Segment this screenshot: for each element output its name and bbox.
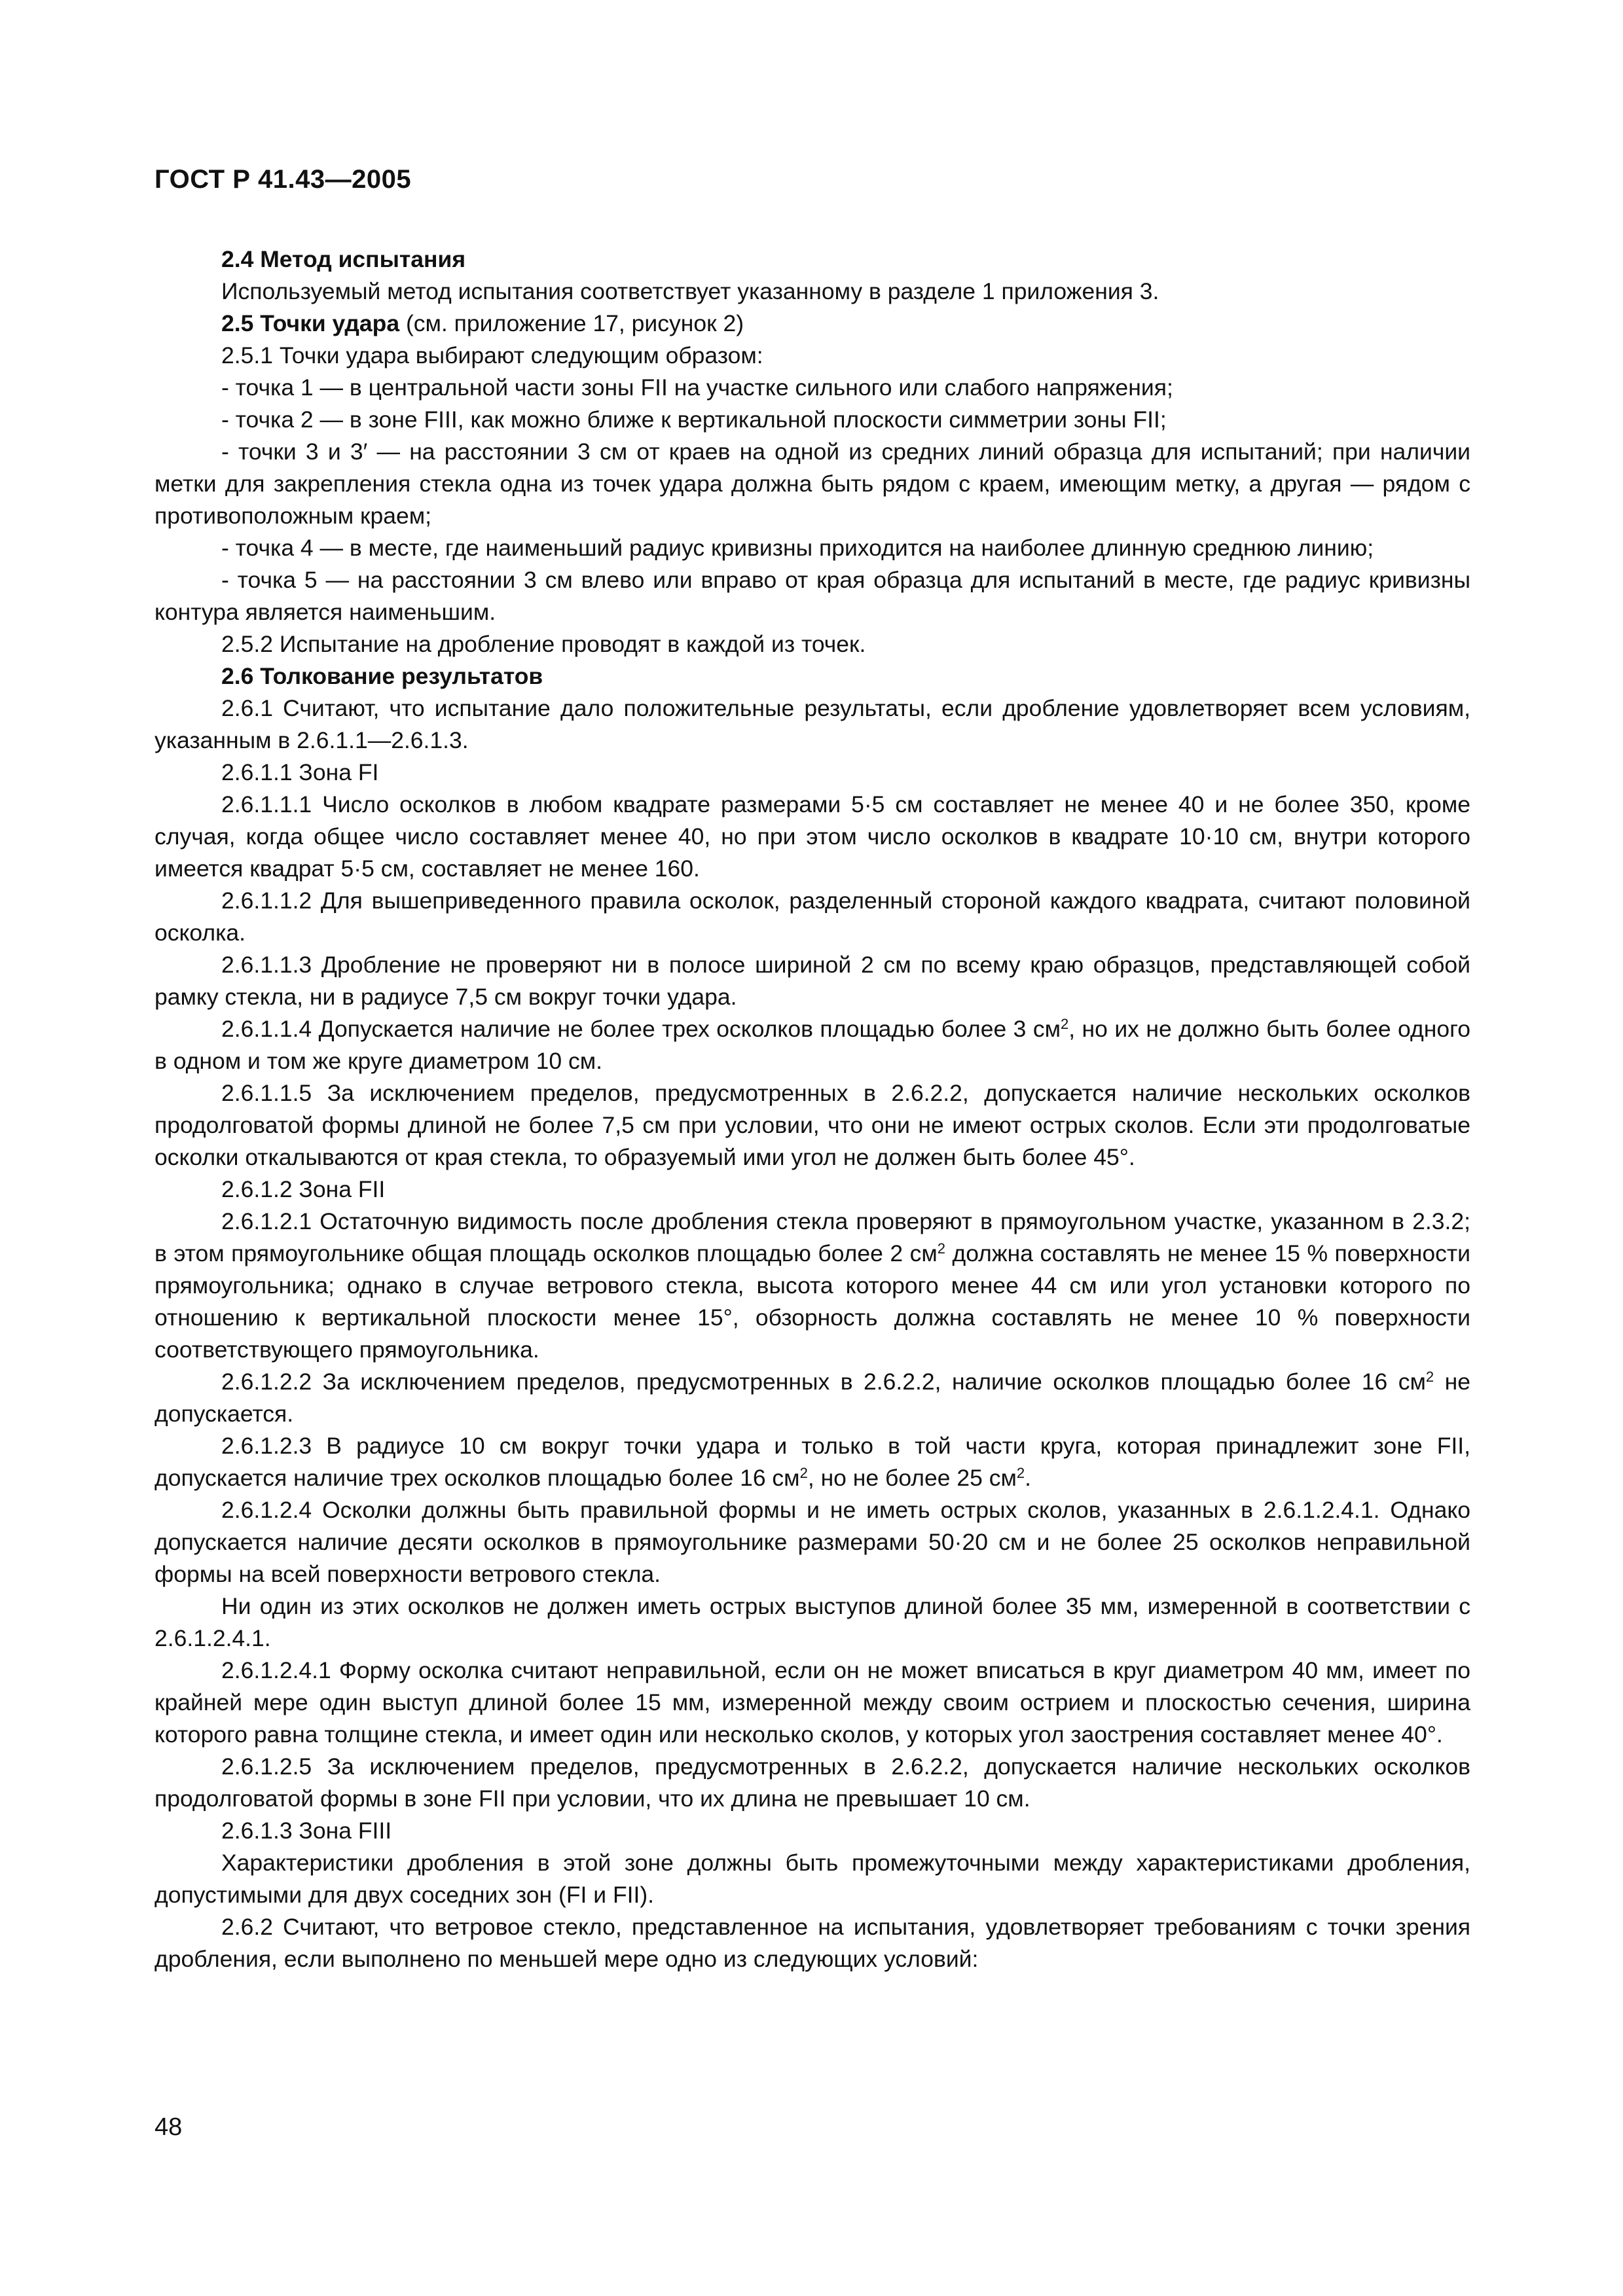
paragraph: 2.6.1.1.4 Допускается наличие не более трех осколков площадью более 3 $см^2$, но их не должно быть более одного в одном и том же круге диаметром 10 см. [155,1015,1470,1074]
list-item: - точка 5 — на расстоянии 3 см влево или вправо от края образца для испытаний в месте, где радиус кривизны контура является наименьшим. [155,567,1470,625]
paragraph: 2.6.1.1.5 За исключением пределов, предусмотренных в 2.6.2.2, допускается наличие нескольких осколков продолговатой формы длиной не более 7,5 см при условии, что они не имеют острых сколов. Если эти продолговатые осколки откалываются от края стекла, то образуемый ими угол не должен быть более 45°. [155,1080,1470,1170]
subsection-title: 2.6.1.1 Зона FI [221,759,379,785]
document-body [155,243,1470,1975]
paragraph: 2.6.1.2.5 За исключением пределов, предусмотренных в 2.6.2.2, допускается наличие нескольких осколков продолговатой формы в зоне FII при условии, что их длина не превышает 10 см. [155,1753,1470,1812]
section-heading: 2.4 Метод испытания [221,246,466,272]
subsection-title: 2.6.1.2 Зона FII [221,1176,386,1202]
paragraph: 2.6.1.2.3 В радиусе 10 см вокруг точки удара и только в той части круга, которая принадлежит зоне FII, допускается наличие трех осколков площадью более 16 $см^2$, но не более 25 $см^2$. [155,1433,1470,1491]
subsection-title: 2.6.1.3 Зона FIII [221,1818,392,1844]
list-item: - точка 4 — в месте, где наименьший радиус кривизны приходится на наиболее длинную среднюю линию; [221,535,1374,561]
paragraph: 2.6.1 Считают, что испытание дало положительные результаты, если дробление удовлетворяет всем условиям, указанным в 2.6.1.1—2.6.1.3. [155,695,1470,753]
paragraph: 2.6.1.2.4 Осколки должны быть правильной формы и не иметь острых сколов, указанных в 2.6.1.2.4.1. Однако допускается наличие десяти осколков в прямоугольнике размерами 50·20 см и не более 25 осколков неправильной формы на всей поверхности ветрового стекла. [155,1497,1470,1587]
page-number: 48 [155,2113,183,2141]
paragraph: Ни один из этих осколков не должен иметь острых выступов длиной более 35 мм, измеренной в соответствии с 2.6.1.2.4.1. [155,1593,1470,1651]
paragraph: Используемый метод испытания соответствует указанному в разделе 1 приложения 3. [221,278,1159,304]
paragraph: 2.6.1.2.4.1 Форму осколка считают неправильной, если он не может вписаться в круг диаметром 40 мм, имеет по крайней мере один выступ длиной более 15 мм, измеренной между своим острием и плоскостью сечения, ширина которого равна толщине стекла, и имеет один или несколько сколов, у которых угол заострения составляет менее 40°. [155,1657,1470,1748]
list-item: - точки 3 и 3′ — на расстоянии 3 см от краев на одной из средних линий образца для испытаний; при наличии метки для закрепления стекла одна из точек удара должна быть рядом с краем, имеющим метку, а другая — рядом с противоположным краем; [155,439,1470,529]
list-item: - точка 1 — в центральной части зоны FII на участке сильного или слабого напряжения; [221,374,1173,401]
list-item: - точка 2 — в зоне FIII, как можно ближе к вертикальной плоскости симметрии зоны FII; [221,406,1167,433]
paragraph: 2.5.2 Испытание на дробление проводят в каждой из точек. [221,631,866,657]
document-header: ГОСТ Р 41.43—2005 [155,165,412,194]
paragraph: 2.6.1.1.1 Число осколков в любом квадрате размерами 5·5 см составляет не менее 40 и не более 350, кроме случая, когда общее число составляет менее 40, но при этом число осколков в квадрате 10·10 см, внутри которого имеется квадрат 5·5 см, составляет не менее 160. [155,791,1470,882]
paragraph: 2.6.1.1.3 Дробление не проверяют ни в полосе шириной 2 см по всему краю образцов, представляющей собой рамку стекла, ни в радиусе 7,5 см вокруг точки удара. [155,952,1470,1010]
paragraph: 2.5.1 Точки удара выбирают следующим образом: [221,342,763,368]
paragraph: 2.6.1.1.2 Для вышеприведенного правила осколок, разделенный стороной каждого квадрата, считают половиной осколка. [155,888,1470,946]
paragraph: 2.6.2 Считают, что ветровое стекло, представленное на испытания, удовлетворяет требованиям с точки зрения дробления, если выполнено по меньшей мере одно из следующих условий: [155,1914,1470,1972]
paragraph: 2.6.1.2.2 За исключением пределов, предусмотренных в 2.6.2.2, наличие осколков площадью более 16 $см^2$ не допускается. [155,1368,1470,1427]
section-heading: 2.6 Толкование результатов [221,663,543,689]
paragraph: 2.6.1.2.1 Остаточную видимость после дробления стекла проверяют в прямоугольном участке, указанном в 2.3.2; в этом прямоугольнике общая площадь осколков площадью более 2 $см^2$ должна составлять не менее 15 % поверхности прямоугольника; однако в случае ветрового стекла, высота которого менее 44 см или угол установки которого по отношению к вертикальной плоскости менее 15°, обзорность должна составлять не менее 10 % поверхности соответствующего прямоугольника. [155,1208,1470,1363]
section-heading: 2.5 Точки удара (см. приложение 17, рисунок 2) [221,310,744,336]
paragraph: Характеристики дробления в этой зоне должны быть промежуточными между характеристиками дробления, допустимыми для двух соседних зон (FI и FII). [155,1850,1470,1908]
